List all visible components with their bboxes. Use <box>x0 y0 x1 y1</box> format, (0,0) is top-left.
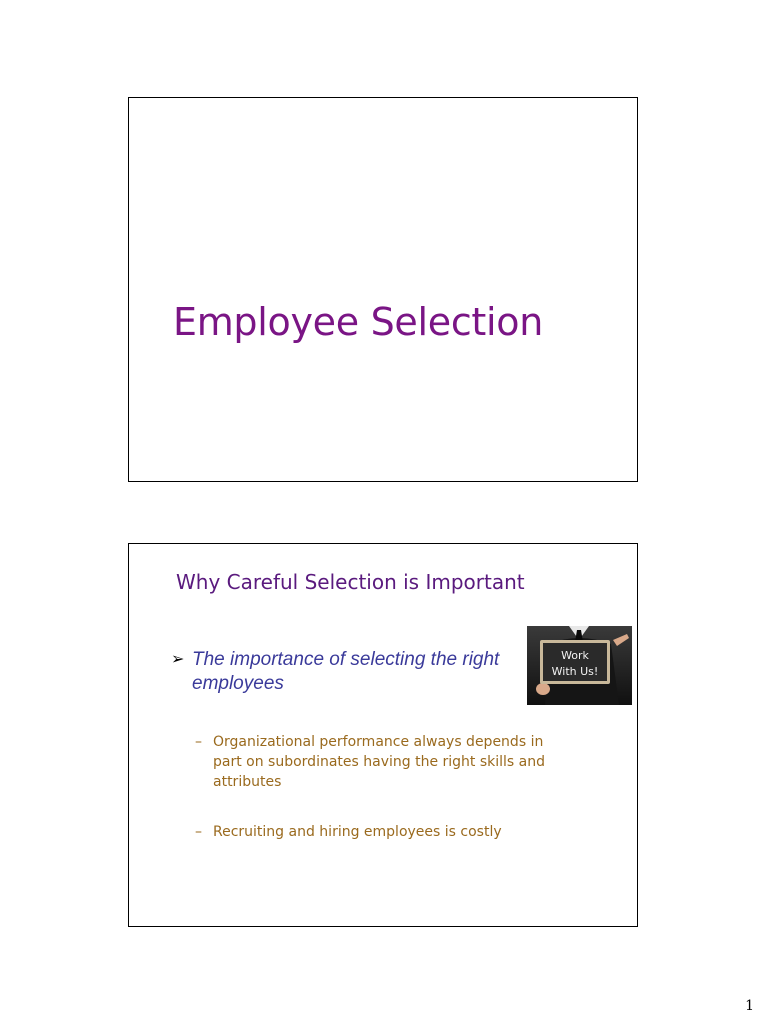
slide-2 <box>128 543 638 927</box>
sub-bullet-text: Recruiting and hiring employees is costly <box>213 824 502 840</box>
sub-bullet-text: Organizational performance always depends in part on subordinates having the right skills and attributes <box>213 734 546 790</box>
main-bullet <box>171 648 521 696</box>
page-number: 1 <box>745 998 754 1014</box>
sign-text-line1: Work <box>561 649 589 662</box>
sub-bullet <box>195 822 575 842</box>
slide-1 <box>128 97 638 482</box>
work-with-us-photo <box>527 626 632 705</box>
slide-heading: Why Careful Selection is Important <box>176 570 525 594</box>
arrow-bullet-icon: ➢ <box>171 651 185 668</box>
sub-bullet <box>195 732 575 792</box>
slide-title: Employee Selection <box>173 300 543 344</box>
bullet-text: The importance of selecting the right employees <box>192 649 500 694</box>
sign-text-line2: With Us! <box>551 665 599 678</box>
photo-illustration <box>527 626 632 705</box>
dash-marker: – <box>195 734 202 750</box>
dash-marker: – <box>195 824 202 840</box>
